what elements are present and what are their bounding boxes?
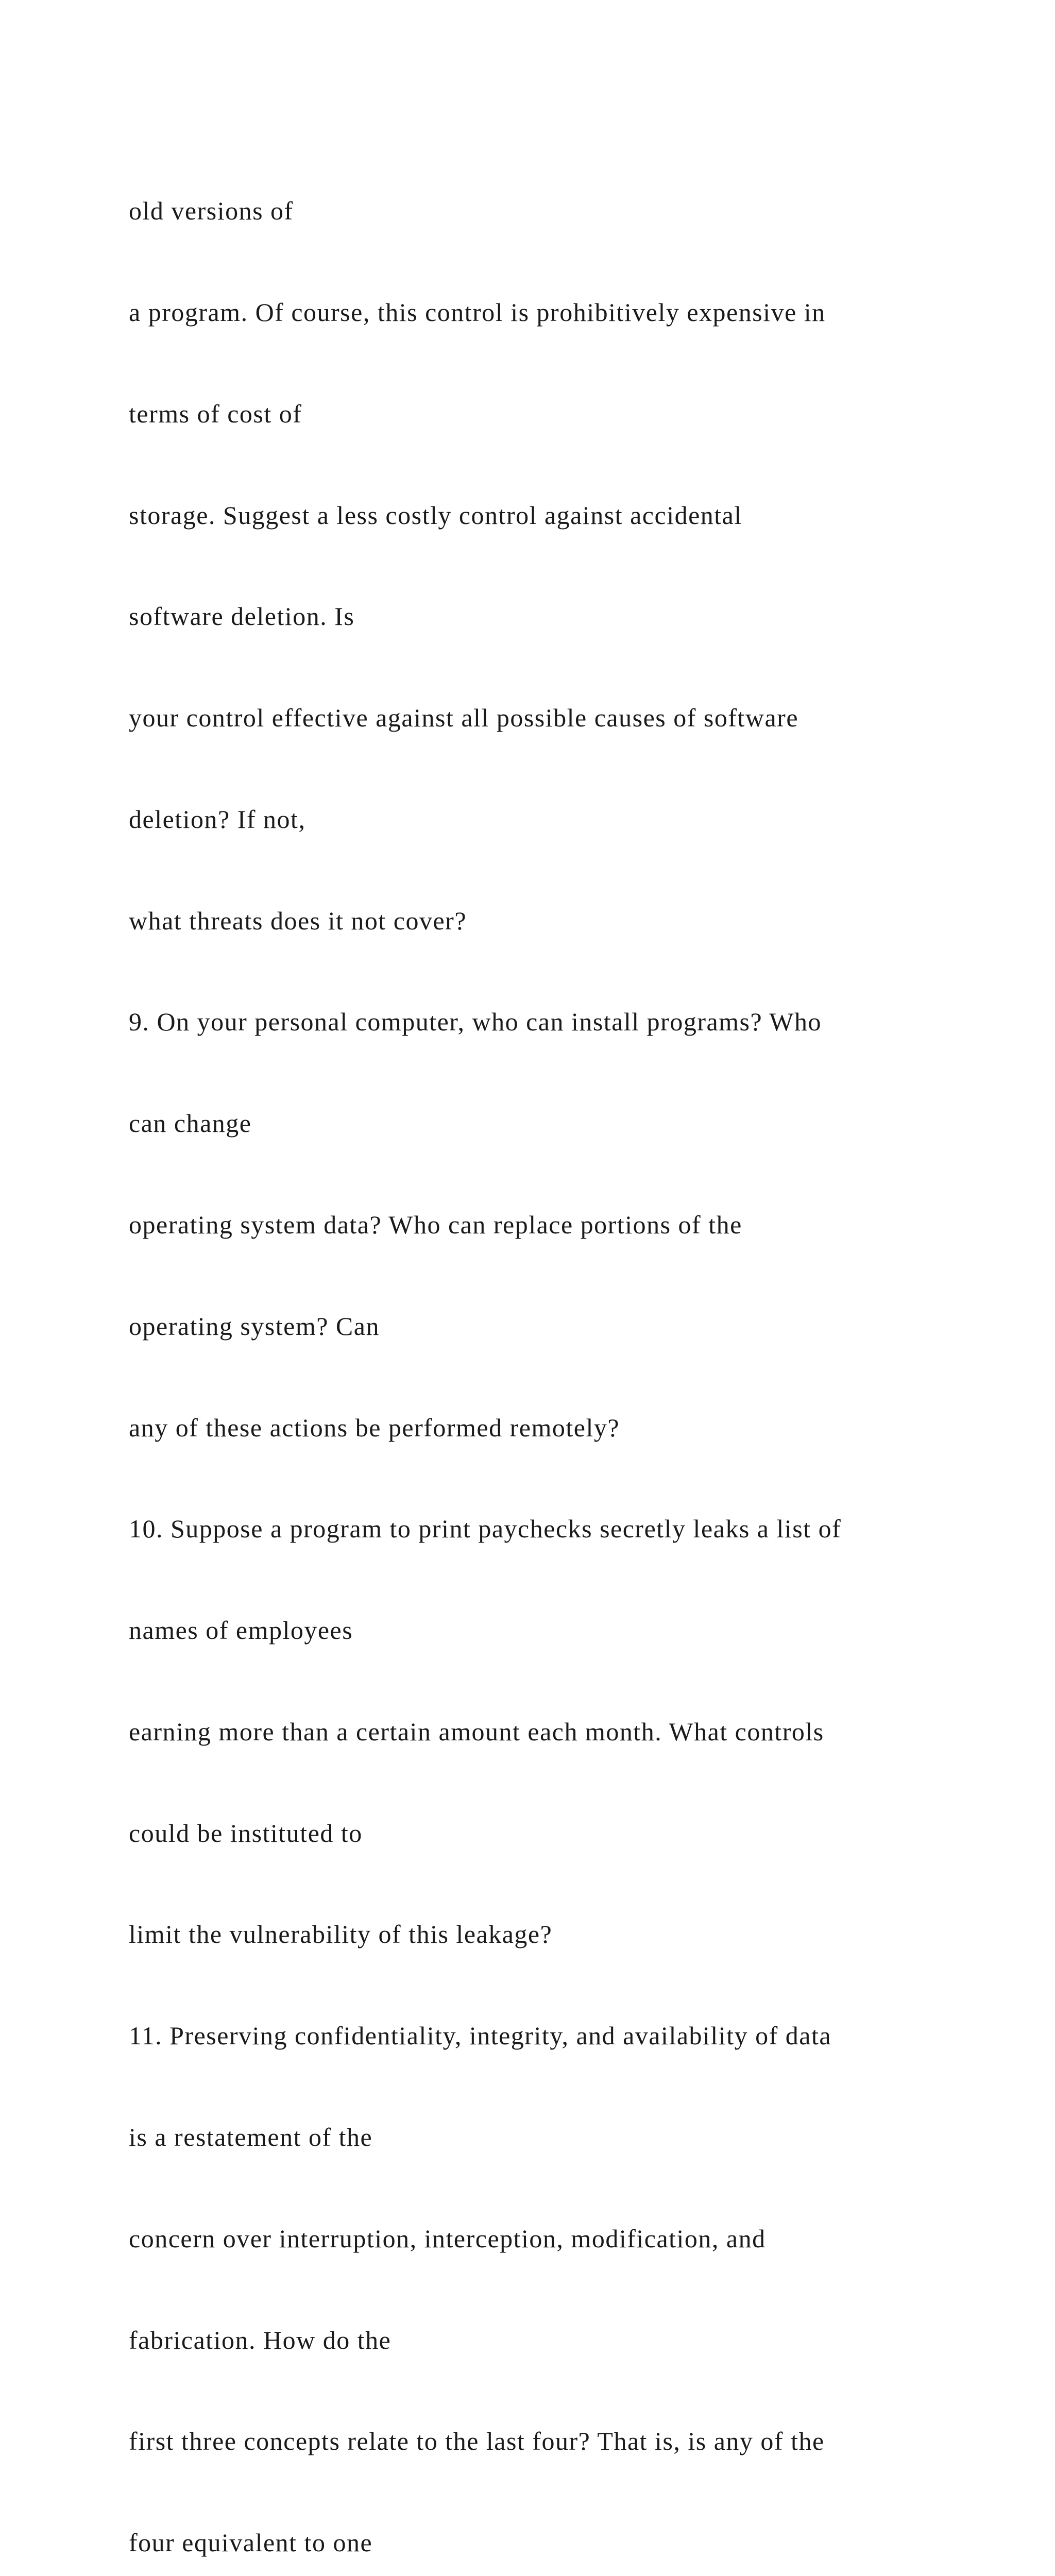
question-9-line: 9. On your personal computer, who can install programs? Who — [129, 1007, 822, 1037]
text-line: any of these actions be performed remotely? — [129, 1413, 620, 1442]
text-line: a program. Of course, this control is prohibitively expensive in — [129, 297, 826, 327]
text-line: is a restatement of the — [129, 2123, 373, 2152]
text-line: first three concepts relate to the last four? That is, is any of the — [129, 2427, 825, 2456]
text-line: four equivalent to one — [129, 2528, 373, 2557]
text-line: could be instituted to — [129, 1818, 363, 1848]
text-line: names of employees — [129, 1616, 353, 1645]
text-line: old versions of — [129, 196, 294, 226]
text-line: fabrication. How do the — [129, 2325, 392, 2354]
text-line: terms of cost of — [129, 399, 302, 428]
text-line: operating system data? Who can replace portions of the — [129, 1210, 742, 1239]
question-11-line: 11. Preserving confidentiality, integrity, and availability of data — [129, 2021, 832, 2050]
text-line: limit the vulnerability of this leakage? — [129, 1920, 553, 1949]
question-10-line: 10. Suppose a program to print paychecks secretly leaks a list of — [129, 1514, 842, 1544]
text-line: operating system? Can — [129, 1311, 380, 1341]
text-line: earning more than a certain amount each month. What controls — [129, 1717, 824, 1746]
text-line: storage. Suggest a less costly control against accidental — [129, 500, 742, 530]
document-text — [129, 127, 1005, 2576]
text-line: deletion? If not, — [129, 804, 306, 834]
text-line: software deletion. Is — [129, 602, 355, 631]
text-line: concern over interruption, interception, modification, and — [129, 2224, 766, 2253]
text-line: what threats does it not cover? — [129, 906, 467, 935]
text-line: can change — [129, 1109, 252, 1138]
text-line: your control effective against all possible causes of software — [129, 703, 799, 733]
